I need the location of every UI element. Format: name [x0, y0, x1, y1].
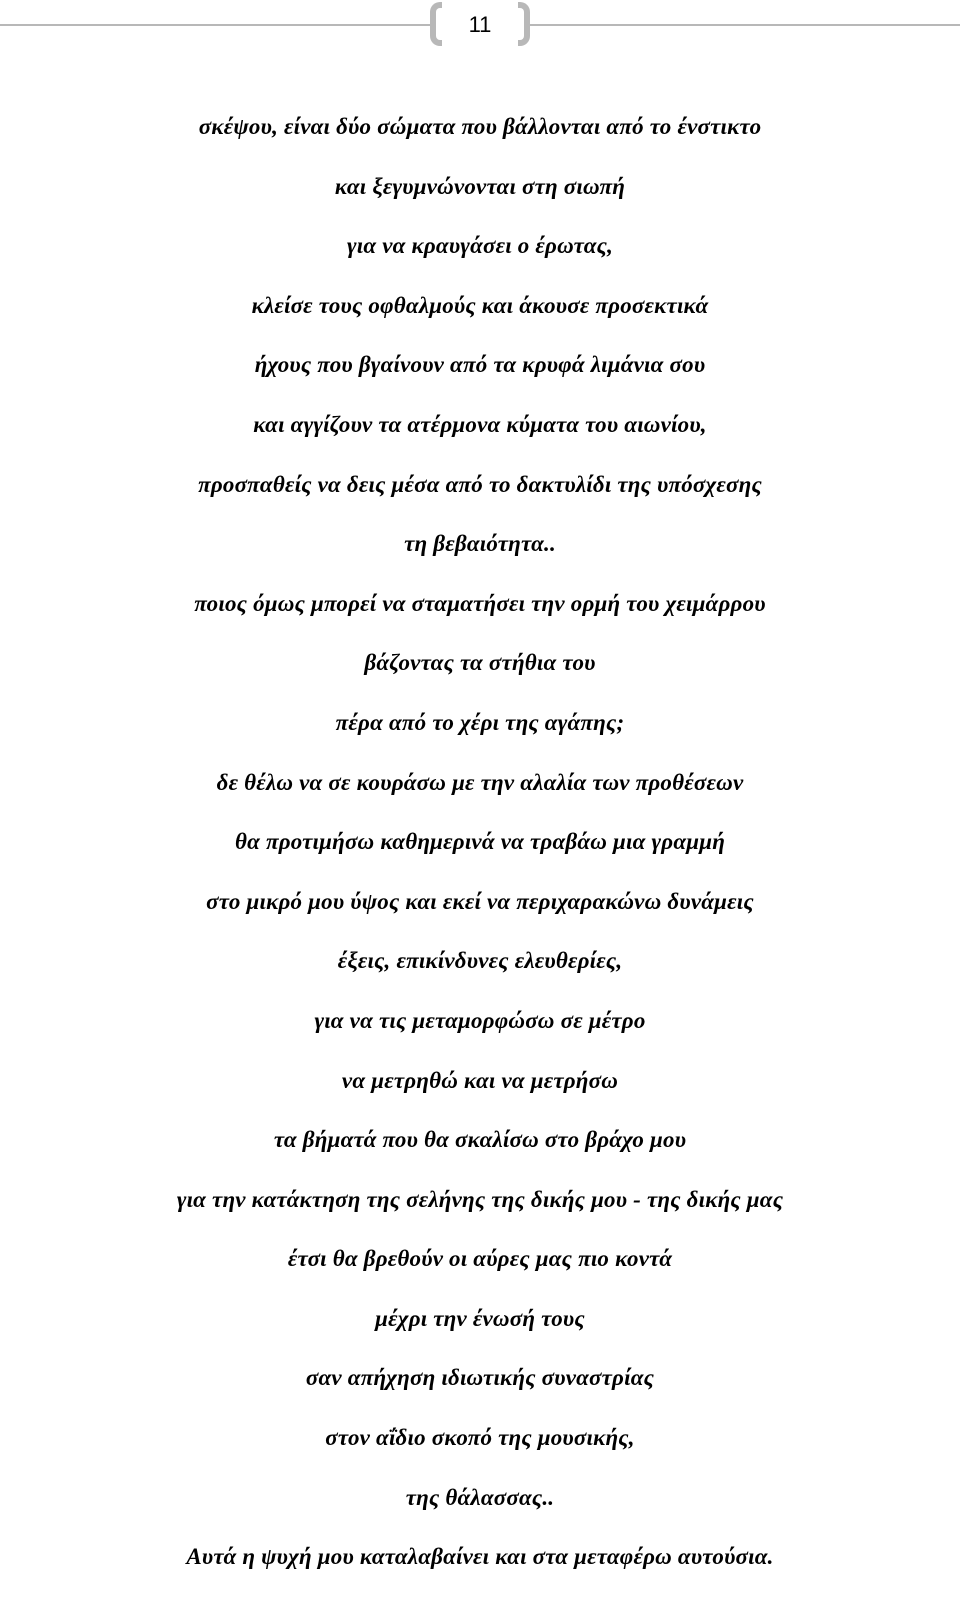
- poem-line: θα προτιμήσω καθημερινά να τραβάω μια γραμμή: [234, 829, 726, 855]
- poem-line: τη βεβαιότητα..: [404, 531, 556, 557]
- poem-line: μέχρι την ένωσή τους: [375, 1305, 585, 1331]
- poem-line: στον αΐδιο σκοπό της μουσικής,: [325, 1425, 635, 1451]
- header-rule-left: [0, 24, 430, 26]
- page-number-bracket-right: [518, 2, 530, 46]
- poem-line: βάζοντας τα στήθια του: [364, 650, 596, 676]
- page-header: [0, 0, 960, 50]
- poem-line: τα βήματά που θα σκαλίσω στο βράχο μου: [273, 1127, 687, 1153]
- poem-text: [0, 108, 960, 1598]
- poem-line: για να τις μεταμορφώσω σε μέτρο: [314, 1007, 646, 1033]
- poem-line: της θάλασσας..: [405, 1484, 555, 1510]
- page-number: 11: [468, 12, 492, 37]
- poem-line: και αγγίζουν τα ατέρμονα κύματα του αιωνίου,: [253, 411, 707, 437]
- poem-line: δε θέλω να σε κουράσω με την αλαλία των προθέσεων: [216, 769, 744, 795]
- poem-line: στο μικρό μου ύψος και εκεί να περιχαρακώνω δυνάμεις: [206, 888, 754, 914]
- poem-line: να μετρηθώ και να μετρήσω: [341, 1067, 619, 1093]
- poem-line: έξεις, επικίνδυνες ελευθερίες,: [337, 948, 623, 974]
- poem-line: σαν απήχηση ιδιωτικής συναστρίας: [305, 1365, 655, 1391]
- poem-line: ποιος όμως μπορεί να σταματήσει την ορμή του χειμάρρου: [194, 590, 766, 616]
- poem-line: για την κατάκτηση της σελήνης της δικής μου - της δικής μας: [176, 1186, 784, 1212]
- page-number-bracket-left: [430, 2, 442, 46]
- poem-line: έτσι θα βρεθούν οι αύρες μας πιο κοντά: [287, 1246, 673, 1272]
- poem-line: κλείσε τους οφθαλμούς και άκουσε προσεκτικά: [251, 292, 709, 318]
- header-rule-right: [530, 24, 960, 26]
- poem-line: σκέψου, είναι δύο σώματα που βάλλονται από το ένστικτο: [198, 114, 762, 139]
- poem-line: πέρα από το χέρι της αγάπης;: [335, 709, 625, 735]
- poem-line: προσπαθείς να δεις μέσα από το δακτυλίδι της υπόσχεσης: [198, 471, 762, 497]
- poem-line: Αυτά η ψυχή μου καταλαβαίνει και στα μεταφέρω αυτούσια.: [186, 1544, 774, 1570]
- poem-line: ήχους που βγαίνουν από τα κρυφά λιμάνια σου: [254, 352, 706, 378]
- poem-line: για να κραυγάσει ο έρωτας,: [346, 233, 614, 259]
- poem-line: και ξεγυμνώνονται στη σιωπή: [334, 173, 626, 199]
